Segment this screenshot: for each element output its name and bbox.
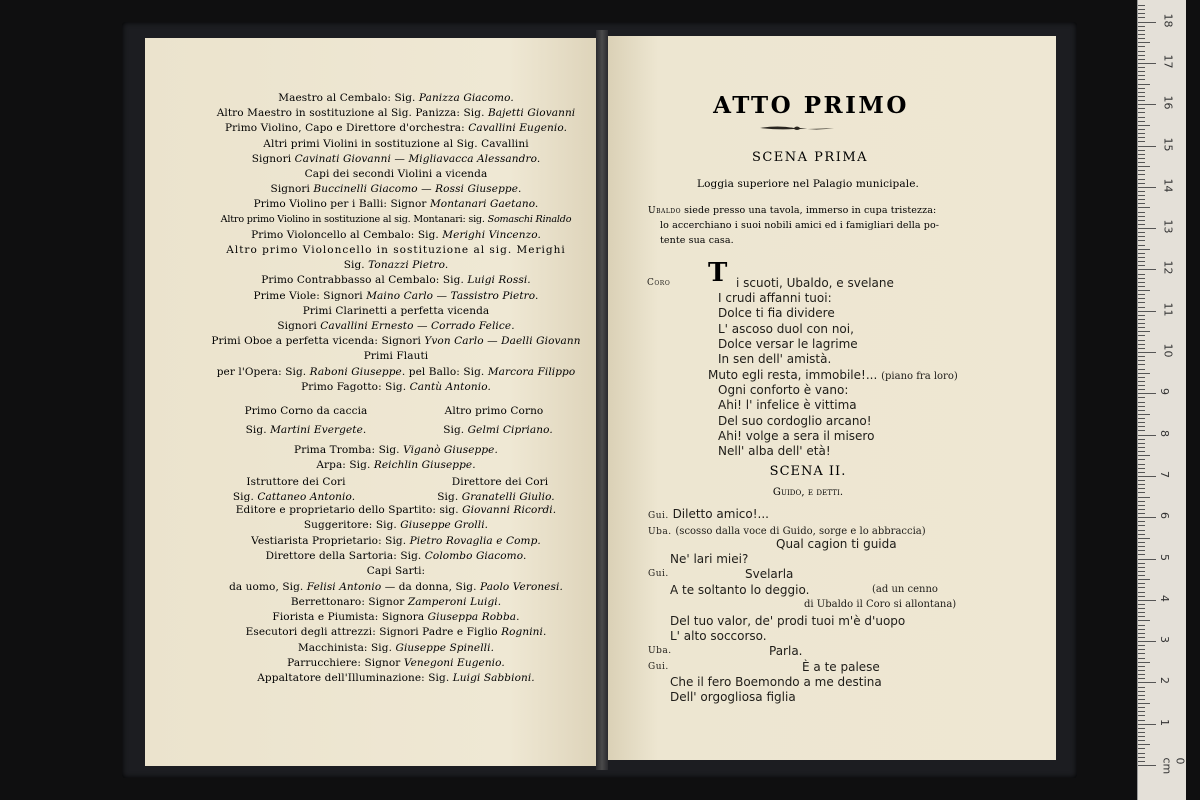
- ruler-number: 7: [1158, 470, 1171, 478]
- ruler-tick: [1138, 174, 1145, 175]
- ruler-tick: [1138, 736, 1145, 737]
- ruler-number: 1: [1158, 718, 1171, 726]
- ruler-tick: [1138, 530, 1145, 531]
- credit-line: Signori Cavinati Giovanni — Migliavacca Alessandro.: [251, 152, 541, 165]
- ruler-number: 6: [1158, 512, 1171, 520]
- ruler-tick: [1138, 443, 1145, 444]
- ruler-tick: [1138, 150, 1145, 151]
- dialogue-line-valor: Del tuo valor, de' prodi tuoi m'è d'uopo: [670, 614, 906, 628]
- credit-line: Primo Contrabbasso al Cembalo: Sig. Luigi Rossi.: [261, 274, 531, 287]
- ruler-tick: [1138, 472, 1145, 473]
- book-gutter: [596, 30, 608, 770]
- ruler-tick: [1138, 633, 1145, 634]
- credit-line: Parrucchiere: Signor Venegoni Eugenio.: [287, 657, 505, 669]
- ruler-tick: [1138, 728, 1145, 729]
- speaker-gui-3: Gui.: [648, 662, 669, 672]
- ruler-tick: [1138, 447, 1145, 448]
- ruler-tick: [1138, 224, 1145, 225]
- scena-two-heading: SCENA II.: [769, 464, 847, 479]
- cori-left-label: Istruttore dei Cori: [246, 476, 346, 488]
- verse-line: Ogni conforto è vano:: [718, 383, 849, 397]
- ruler-tick: [1138, 146, 1156, 147]
- ruler-tick: [1138, 125, 1150, 126]
- ruler-tick: [1138, 637, 1145, 638]
- dialogue-line-parla: Parla.: [769, 644, 803, 658]
- ruler-tick: [1138, 261, 1145, 262]
- ruler-tick: [1138, 480, 1145, 481]
- ruler-tick: [1138, 699, 1145, 700]
- setting-line: Loggia superiore nel Palagio municipale.: [697, 178, 919, 190]
- scena-two-sub: Guido, e detti.: [772, 487, 844, 498]
- ruler-tick: [1138, 311, 1156, 312]
- ruler-tick: [1138, 559, 1156, 560]
- ruler-number: 18: [1161, 13, 1175, 28]
- credit-line: Primo Violoncello al Cembalo: Sig. Merighi Vincenzo.: [251, 228, 541, 241]
- credit-line: Editore e proprietario dello Spartito: sig. Giovanni Ricordi.: [235, 504, 557, 516]
- ruler-number: 4: [1158, 594, 1171, 602]
- ruler-tick: [1138, 203, 1145, 204]
- dialogue-line-qual: Qual cagion ti guida: [776, 537, 897, 551]
- dialogue-uba-1: Uba. (scosso dalla voce di Guido, sorge e lo abbraccia): [648, 526, 926, 537]
- ruler-tick: [1138, 195, 1145, 196]
- ruler-number: 0 cm: [1160, 757, 1187, 775]
- ruler-tick: [1138, 63, 1156, 64]
- ruler-tick: [1138, 707, 1145, 708]
- ruler-tick: [1138, 484, 1145, 485]
- ruler-tick: [1138, 79, 1145, 80]
- ruler-tick: [1138, 112, 1145, 113]
- ruler-tick: [1138, 154, 1145, 155]
- credit-line: Altro primo Violino in sostituzione al sig. Montanari: sig. Somaschi Rinaldo: [220, 213, 572, 225]
- credit-line: Prime Viole: Signori Maino Carlo — Tassistro Pietro.: [253, 289, 539, 302]
- ruler-tick: [1138, 96, 1145, 97]
- ruler-tick: [1138, 724, 1156, 725]
- ruler-tick: [1138, 662, 1150, 663]
- ruler-tick: [1138, 92, 1145, 93]
- credit-line: Primi Clarinetti a perfetta vicenda: [302, 304, 490, 317]
- ruler-tick: [1138, 9, 1145, 10]
- ruler-tick: [1138, 121, 1145, 122]
- dialogue-line-soccorso: L' alto soccorso.: [670, 629, 767, 643]
- stage-direction-3: tente sua casa.: [660, 235, 734, 246]
- ruler-tick: [1138, 5, 1145, 6]
- ruler-number: 14: [1161, 178, 1175, 193]
- ruler-tick: [1138, 236, 1145, 237]
- dialogue-line-lari: Ne' lari miei?: [670, 552, 749, 566]
- ruler-tick: [1138, 397, 1145, 398]
- ruler-tick: [1138, 538, 1150, 539]
- ruler-tick: [1138, 344, 1145, 345]
- ruler-tick: [1138, 744, 1150, 745]
- ruler-tick: [1138, 459, 1145, 460]
- ruler-tick: [1138, 104, 1156, 105]
- ruler-tick: [1138, 732, 1145, 733]
- ruler-tick: [1138, 307, 1145, 308]
- ruler-number: 17: [1161, 54, 1175, 69]
- ruler-tick: [1138, 674, 1145, 675]
- ruler-tick: [1138, 212, 1145, 213]
- dialogue-line-soltanto: A te soltanto lo deggio.: [670, 583, 810, 597]
- ruler-tick: [1138, 426, 1145, 427]
- ruler-number: 8: [1158, 429, 1171, 437]
- ruler-tick: [1138, 546, 1145, 547]
- ruler-tick: [1138, 290, 1150, 291]
- ruler-tick: [1138, 220, 1145, 221]
- ruler-tick: [1138, 191, 1145, 192]
- ruler-tick: [1138, 587, 1145, 588]
- ruler-tick: [1138, 141, 1145, 142]
- corno-right-label: Altro primo Corno: [444, 405, 544, 417]
- ruler-tick: [1138, 360, 1145, 361]
- ruler-tick: [1138, 414, 1150, 415]
- credit-line: Altro Maestro in sostituzione al Sig. Panizza: Sig. Bajetti Giovanni: [216, 107, 576, 120]
- scena-prima-heading: SCENA PRIMA: [751, 150, 869, 165]
- ruler-tick: [1138, 137, 1145, 138]
- ruler-tick: [1138, 17, 1145, 18]
- ruler-tick: [1138, 158, 1145, 159]
- credit-line: da uomo, Sig. Felisi Antonio — da donna, Sig. Paolo Veronesi.: [229, 580, 563, 593]
- ruler-tick: [1138, 179, 1145, 180]
- ruler-tick: [1138, 608, 1145, 609]
- credit-line: Altri primi Violini in sostituzione al Sig. Cavallini: [263, 137, 529, 150]
- muto-line: Muto egli resta, immobile!... (piano fra loro): [708, 368, 958, 382]
- ruler-tick: [1138, 373, 1150, 374]
- ruler-tick: [1138, 228, 1156, 229]
- ruler-tick: [1138, 554, 1145, 555]
- drop-cap: T: [708, 258, 728, 288]
- ruler-tick: [1138, 67, 1145, 68]
- credit-line: Signori Cavallini Ernesto — Corrado Felice.: [277, 320, 515, 332]
- credit-line: Fiorista e Piumista: Signora Giuseppa Robba.: [272, 611, 520, 624]
- corno-right-name: Sig. Gelmi Cipriano.: [443, 424, 553, 436]
- ruler-tick: [1138, 571, 1145, 572]
- ruler-tick: [1138, 525, 1145, 526]
- ornament-rule-icon: [760, 124, 834, 132]
- ruler-tick: [1138, 84, 1150, 85]
- ruler-tick: [1138, 476, 1156, 477]
- ruler-tick: [1138, 46, 1145, 47]
- speaker-gui-2: Gui.: [648, 569, 669, 579]
- ruler-tick: [1138, 187, 1156, 188]
- ruler-tick: [1138, 100, 1145, 101]
- ruler-tick: [1138, 418, 1145, 419]
- ruler-tick: [1138, 286, 1145, 287]
- ruler-tick: [1138, 534, 1145, 535]
- stage-speaker: Ubaldo: [648, 206, 682, 216]
- credit-line: Primo Violino, Capo e Direttore d'orchestra: Cavallini Eugenio.: [224, 122, 568, 135]
- ruler-tick: [1138, 42, 1150, 43]
- ruler-tick: [1138, 170, 1145, 171]
- verse-line: In sen dell' amistà.: [718, 352, 832, 367]
- ruler-tick: [1138, 761, 1145, 762]
- ruler-tick: [1138, 232, 1145, 233]
- ruler-tick: [1138, 265, 1145, 266]
- ruler-tick: [1138, 521, 1145, 522]
- ruler-number: 16: [1161, 95, 1175, 110]
- stage-direction-2: lo accerchiano i suoi nobili amici ed i famigliari della po-: [660, 220, 940, 231]
- stage-note-cenno: (ad un cenno: [872, 584, 938, 595]
- ruler-tick: [1138, 402, 1145, 403]
- ruler-tick: [1138, 653, 1145, 654]
- corno-left-name: Sig. Martini Evergete.: [245, 424, 367, 436]
- verse-line: Ahi! volge a sera il misero: [718, 428, 875, 443]
- verse-first: i scuoti, Ubaldo, e svelane: [736, 276, 894, 290]
- ruler-tick: [1138, 34, 1145, 35]
- ruler-tick: [1138, 282, 1145, 283]
- verse-line: I crudi affanni tuoi:: [718, 291, 832, 305]
- ruler-tick: [1138, 274, 1145, 275]
- ruler-tick: [1138, 666, 1145, 667]
- ruler-tick: [1138, 468, 1145, 469]
- ruler-tick: [1138, 600, 1156, 601]
- credit-line: Direttore della Sartoria: Sig. Colombo Giacomo.: [265, 549, 527, 562]
- ruler-tick: [1138, 216, 1145, 217]
- ruler-tick: [1138, 748, 1145, 749]
- dialogue-line-boemondo: Che il fero Boemondo a me destina: [670, 675, 882, 689]
- dialogue-gui-1: Gui. Diletto amico!...: [648, 507, 769, 521]
- coro-speaker: Coro: [647, 278, 671, 288]
- ruler-tick: [1138, 323, 1145, 324]
- ruler-tick: [1138, 410, 1145, 411]
- ruler-tick: [1138, 30, 1145, 31]
- ruler-tick: [1138, 162, 1145, 163]
- ruler-tick: [1138, 604, 1145, 605]
- ruler-tick: [1138, 315, 1145, 316]
- stage-direction-1: Ubaldo siede presso una tavola, immerso in cupa tristezza:: [648, 205, 937, 216]
- ruler-tick: [1138, 377, 1145, 378]
- ruler-tick: [1138, 133, 1145, 134]
- ruler-tick: [1138, 583, 1145, 584]
- credit-line: Maestro al Cembalo: Sig. Panizza Giacomo.: [278, 92, 514, 104]
- ruler-tick: [1138, 695, 1145, 696]
- ruler-tick: [1138, 51, 1145, 52]
- ruler-tick: [1138, 550, 1145, 551]
- ruler-tick: [1138, 451, 1145, 452]
- ruler-tick: [1138, 678, 1145, 679]
- ruler-tick: [1138, 166, 1150, 167]
- credit-line: Esecutori degli attrezzi: Signori Padre e Figlio Rognini.: [245, 626, 547, 639]
- ruler-tick: [1138, 319, 1145, 320]
- corno-left-label: Primo Corno da caccia: [244, 405, 368, 417]
- credit-line: Vestiarista Proprietario: Sig. Pietro Rovaglia e Comp.: [251, 534, 541, 547]
- ruler-tick: [1138, 356, 1145, 357]
- ruler-number: 9: [1158, 388, 1171, 396]
- ruler-tick: [1138, 257, 1145, 258]
- credit-line: Prima Tromba: Sig. Viganò Giuseppe.: [294, 444, 498, 456]
- stage-note-coro: di Ubaldo il Coro si allontana): [804, 599, 957, 610]
- ruler-number: 10: [1161, 343, 1175, 358]
- ruler-tick: [1138, 294, 1145, 295]
- ruler-tick: [1138, 579, 1150, 580]
- ruler-tick: [1138, 464, 1145, 465]
- ruler-number: 15: [1161, 137, 1175, 151]
- ruler-tick: [1138, 649, 1145, 650]
- ruler-number: 3: [1158, 636, 1171, 644]
- credit-line: Primo Fagotto: Sig. Cantù Antonio.: [301, 380, 491, 393]
- ruler-tick: [1138, 765, 1156, 766]
- ruler-tick: [1138, 703, 1150, 704]
- ruler-tick: [1138, 517, 1156, 518]
- ruler-tick: [1138, 26, 1145, 27]
- ruler-tick: [1138, 430, 1145, 431]
- ruler-tick: [1138, 501, 1145, 502]
- credit-line: per l'Opera: Sig. Raboni Giuseppe. pel Ballo: Sig. Marcora Filippo: [216, 365, 576, 378]
- ruler-tick: [1138, 691, 1145, 692]
- ruler-tick: [1138, 513, 1145, 514]
- ruler-tick: [1138, 575, 1145, 576]
- ruler-tick: [1138, 117, 1145, 118]
- ruler-tick: [1138, 645, 1145, 646]
- ruler-tick: [1138, 129, 1145, 130]
- ruler-tick: [1138, 682, 1156, 683]
- ruler-tick: [1138, 183, 1145, 184]
- verse-line: Dolce versar le lagrime: [718, 336, 858, 351]
- ruler-tick: [1138, 240, 1145, 241]
- verse-line: L' ascoso duol con noi,: [718, 321, 854, 336]
- ruler-tick: [1138, 488, 1145, 489]
- ruler-tick: [1138, 75, 1145, 76]
- verse-line: Del suo cordoglio arcano!: [718, 413, 872, 428]
- credit-line: Berrettonaro: Signor Zamperoni Luigi.: [290, 595, 502, 608]
- ruler-tick: [1138, 616, 1145, 617]
- ruler-tick: [1138, 740, 1145, 741]
- ruler-tick: [1138, 641, 1156, 642]
- measuring-ruler: [1137, 0, 1186, 800]
- ruler-number: 5: [1158, 553, 1171, 561]
- ruler-tick: [1138, 348, 1145, 349]
- ruler-tick: [1138, 563, 1145, 564]
- credit-line: Appaltatore dell'Illuminazione: Sig. Luigi Sabbioni.: [257, 672, 535, 685]
- credit-line: Altro primo Violoncello in sostituzione al sig. Merighi: [226, 244, 566, 256]
- ruler-number: 11: [1161, 302, 1175, 317]
- verse-line: Dolce ti fia dividere: [718, 306, 835, 321]
- ruler-tick: [1138, 381, 1145, 382]
- ruler-tick: [1138, 720, 1145, 721]
- ruler-tick: [1138, 406, 1145, 407]
- ruler-tick: [1138, 108, 1145, 109]
- ruler-tick: [1138, 592, 1145, 593]
- credit-line: Primo Violino per i Balli: Signor Montanari Gaetano.: [253, 198, 539, 211]
- ruler-tick: [1138, 439, 1145, 440]
- ruler-tick: [1138, 625, 1145, 626]
- ruler-number: 2: [1158, 677, 1171, 685]
- ruler-tick: [1138, 71, 1145, 72]
- cori-right-label: Direttore dei Cori: [451, 476, 549, 488]
- ruler-tick: [1138, 753, 1145, 754]
- ruler-tick: [1138, 757, 1145, 758]
- cori-right-name: Sig. Granatelli Giulio.: [437, 491, 555, 503]
- credit-line: Suggeritore: Sig. Giuseppe Grolli.: [303, 519, 489, 532]
- ruler-tick: [1138, 542, 1145, 543]
- ruler-tick: [1138, 335, 1145, 336]
- act-title: ATTO PRIMO: [713, 92, 909, 119]
- ruler-tick: [1138, 435, 1156, 436]
- credit-line: Capi dei secondi Violini a vicenda: [304, 168, 488, 180]
- ruler-tick: [1138, 620, 1150, 621]
- ruler-tick: [1138, 340, 1145, 341]
- dialogue-line-svelarla: Svelarla: [745, 567, 794, 581]
- ruler-tick: [1138, 253, 1145, 254]
- credit-line: Capi Sarti:: [366, 565, 426, 578]
- ruler-tick: [1138, 670, 1145, 671]
- ruler-tick: [1138, 302, 1145, 303]
- ruler-tick: [1138, 88, 1145, 89]
- ruler-tick: [1138, 385, 1145, 386]
- speaker-uba-2: Uba.: [648, 646, 672, 656]
- ruler-tick: [1138, 389, 1145, 390]
- ruler-tick: [1138, 298, 1145, 299]
- verse-line: Nell' alba dell' età!: [718, 444, 831, 459]
- ruler-tick: [1138, 629, 1145, 630]
- dialogue-line-palese: È a te palese: [802, 660, 880, 674]
- ruler-tick: [1138, 364, 1145, 365]
- credit-line: Primi Flauti: [363, 350, 429, 363]
- ruler-tick: [1138, 269, 1156, 270]
- credit-line: Primi Oboe a perfetta vicenda: Signori Yvon Carlo — Daelli Giovann: [211, 335, 581, 348]
- ruler-tick: [1138, 492, 1145, 493]
- cori-left-name: Sig. Cattaneo Antonio.: [232, 491, 356, 503]
- ruler-tick: [1138, 687, 1145, 688]
- ruler-tick: [1138, 352, 1156, 353]
- ruler-tick: [1138, 612, 1145, 613]
- ruler-tick: [1138, 455, 1150, 456]
- ruler-tick: [1138, 505, 1145, 506]
- ruler-tick: [1138, 245, 1145, 246]
- ruler-number: 13: [1161, 219, 1175, 234]
- ruler-tick: [1138, 711, 1145, 712]
- ruler-tick: [1138, 38, 1145, 39]
- credit-line: Arpa: Sig. Reichlin Giuseppe.: [316, 459, 476, 472]
- ruler-tick: [1138, 55, 1145, 56]
- ruler-tick: [1138, 715, 1145, 716]
- credit-line: Sig. Tonazzi Pietro.: [343, 259, 449, 272]
- credit-line: Macchinista: Sig. Giuseppe Spinelli.: [297, 641, 495, 654]
- ruler-tick: [1138, 22, 1156, 23]
- ruler-tick: [1138, 331, 1150, 332]
- ruler-tick: [1138, 207, 1150, 208]
- ruler-tick: [1138, 393, 1156, 394]
- ruler-tick: [1138, 422, 1145, 423]
- ruler-tick: [1138, 13, 1145, 14]
- ruler-tick: [1138, 509, 1145, 510]
- ruler-tick: [1138, 658, 1145, 659]
- ruler-tick: [1138, 249, 1150, 250]
- ruler-tick: [1138, 327, 1145, 328]
- ruler-tick: [1138, 369, 1145, 370]
- ruler-tick: [1138, 596, 1145, 597]
- dialogue-line-figlia: Dell' orgogliosa figlia: [670, 690, 796, 704]
- ruler-tick: [1138, 567, 1145, 568]
- verse-line: Ahi! l' infelice è vittima: [718, 398, 857, 413]
- ruler-tick: [1138, 59, 1145, 60]
- ruler-tick: [1138, 497, 1150, 498]
- ruler-tick: [1138, 278, 1145, 279]
- credit-line: Signori Buccinelli Giacomo — Rossi Giuseppe.: [270, 183, 522, 196]
- ruler-number: 12: [1161, 260, 1175, 275]
- ruler-tick: [1138, 199, 1145, 200]
